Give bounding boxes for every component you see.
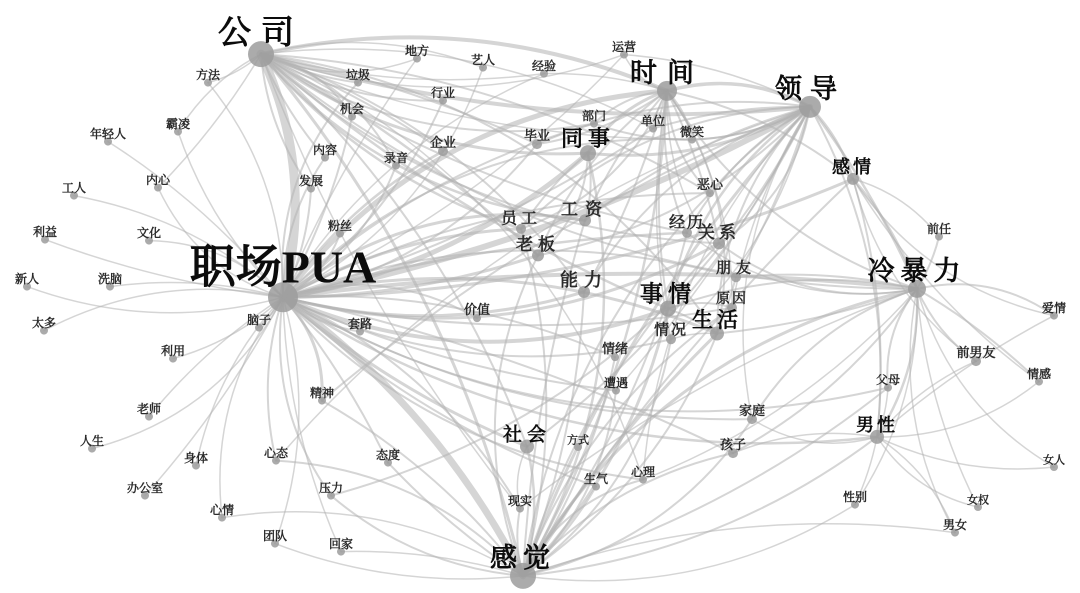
graph-node-label[interactable]: 团队 [262, 528, 288, 543]
graph-node-label[interactable]: 同事 [560, 126, 616, 152]
graph-node-label[interactable]: 方式 [567, 434, 589, 447]
graph-node-label[interactable]: 身体 [183, 450, 209, 465]
graph-node-label[interactable]: 艺人 [470, 52, 496, 67]
graph-node-label[interactable]: 生活 [692, 307, 742, 332]
graph-node-label[interactable]: 能力 [560, 270, 608, 291]
graph-node-label[interactable]: 领导 [775, 74, 845, 105]
graph-node-label[interactable]: 前任 [926, 221, 952, 236]
graph-node-label[interactable]: 地方 [404, 43, 430, 58]
graph-node-label[interactable]: 现实 [507, 493, 533, 508]
graph-node-label[interactable]: 新人 [14, 271, 40, 286]
graph-node-label[interactable]: 感觉 [490, 543, 556, 574]
graph-node-label[interactable]: 员工 [500, 210, 542, 228]
graph-node-label[interactable]: 垃圾 [345, 67, 371, 82]
graph-edge [877, 437, 1054, 469]
graph-node-label[interactable]: 套路 [347, 316, 373, 331]
graph-node-label[interactable]: 老师 [136, 401, 162, 416]
graph-node-label[interactable]: 录音 [383, 150, 409, 165]
graph-node-label[interactable]: 方法 [195, 67, 221, 82]
graph-node-label[interactable]: 单位 [640, 113, 666, 128]
graph-node-label[interactable]: 办公室 [126, 480, 164, 495]
graph-edge [523, 91, 667, 576]
graph-node-label[interactable]: 微笑 [679, 124, 705, 139]
graph-node-label[interactable]: 事情 [640, 281, 696, 307]
graph-node-label[interactable]: 情况 [653, 322, 689, 339]
graph-node-label[interactable]: 关系 [698, 222, 740, 242]
graph-node-label[interactable]: 太多 [31, 315, 57, 330]
graph-node-label[interactable]: 社会 [502, 424, 552, 446]
graph-node-label[interactable]: 洗脑 [97, 271, 123, 286]
graph-node-label[interactable]: 家庭 [738, 402, 766, 418]
graph-edge [178, 54, 261, 131]
graph-node-label[interactable]: 工资 [561, 199, 609, 219]
graph-node-label[interactable]: 女人 [1043, 454, 1065, 467]
graph-node-label[interactable]: 运营 [611, 39, 637, 54]
graph-node-label[interactable]: 行业 [430, 85, 456, 100]
graph-node-label[interactable]: 男女 [942, 517, 968, 532]
graph-edge [853, 179, 1054, 316]
graph-node-label[interactable]: 感情 [832, 157, 874, 178]
graph-node-label[interactable]: 冷暴力 [867, 256, 967, 287]
graph-node-label[interactable]: 心情 [209, 502, 235, 517]
graph-node-label[interactable]: 老板 [516, 234, 560, 254]
graph-node-label[interactable]: 原因 [716, 292, 748, 308]
graph-node-label[interactable]: 态度 [375, 447, 401, 462]
graph-node-label[interactable]: 压力 [318, 480, 344, 495]
graph-node-label[interactable]: 女权 [967, 494, 989, 507]
graph-node-label[interactable]: 利益 [32, 224, 58, 239]
graph-node-label[interactable]: 价值 [463, 301, 491, 317]
graph-node-label[interactable]: 经验 [531, 58, 557, 73]
graph-node-label[interactable]: 利用 [160, 343, 186, 358]
graph-node-label[interactable]: 企业 [429, 134, 457, 150]
graph-node-label[interactable]: 工人 [61, 180, 87, 195]
graph-node-label[interactable]: 霸凌 [165, 116, 191, 131]
graph-node-label[interactable]: 心理 [630, 464, 656, 479]
graph-node-label[interactable]: 脑子 [246, 312, 272, 327]
graph-node-label[interactable]: 父母 [875, 372, 901, 387]
graph-node-label[interactable]: 朋友 [715, 260, 757, 277]
graph-node-label[interactable]: 前男友 [956, 344, 996, 360]
graph-node-label[interactable]: 生气 [583, 471, 609, 486]
graph-node-label[interactable]: 精神 [309, 385, 335, 400]
graph-node-label[interactable]: 情绪 [601, 340, 629, 356]
graph-node-label[interactable]: 年轻人 [89, 126, 127, 141]
graph-node-label[interactable]: 男性 [856, 415, 898, 436]
graph-node-label[interactable]: 孩子 [719, 436, 747, 452]
graph-node-label[interactable]: 回家 [328, 536, 354, 551]
graph-edge [523, 388, 888, 576]
graph-node-label[interactable]: 人生 [79, 433, 105, 448]
graph-node-label[interactable]: 心态 [263, 445, 289, 460]
graph-node-label[interactable]: 发展 [298, 173, 324, 188]
graph-node-label[interactable]: 内容 [312, 142, 338, 157]
graph-node-label[interactable]: 毕业 [523, 127, 551, 143]
graph-node-label[interactable]: 文化 [136, 225, 162, 240]
graph-node-label[interactable]: 公司 [218, 15, 304, 52]
graph-node-label[interactable]: 情感 [1026, 366, 1052, 381]
graph-node-label[interactable]: 爱情 [1041, 300, 1067, 315]
graph-node-label[interactable]: 遭遇 [603, 375, 629, 390]
graph-edge [523, 524, 955, 576]
graph-node-label[interactable]: 内心 [145, 172, 171, 187]
graph-node-label[interactable]: 经历 [668, 214, 706, 232]
graph-node-label[interactable]: 职场PUA [189, 241, 377, 293]
graph-node-label[interactable]: 机会 [339, 101, 365, 116]
graph-edge [275, 297, 299, 543]
graph-node-label[interactable]: 性别 [842, 489, 868, 504]
graph-node-label[interactable]: 恶心 [696, 176, 724, 192]
graph-node-label[interactable]: 时间 [630, 58, 704, 89]
graph-node-label[interactable]: 粉丝 [327, 218, 353, 233]
graph-node-label[interactable]: 部门 [581, 108, 607, 123]
